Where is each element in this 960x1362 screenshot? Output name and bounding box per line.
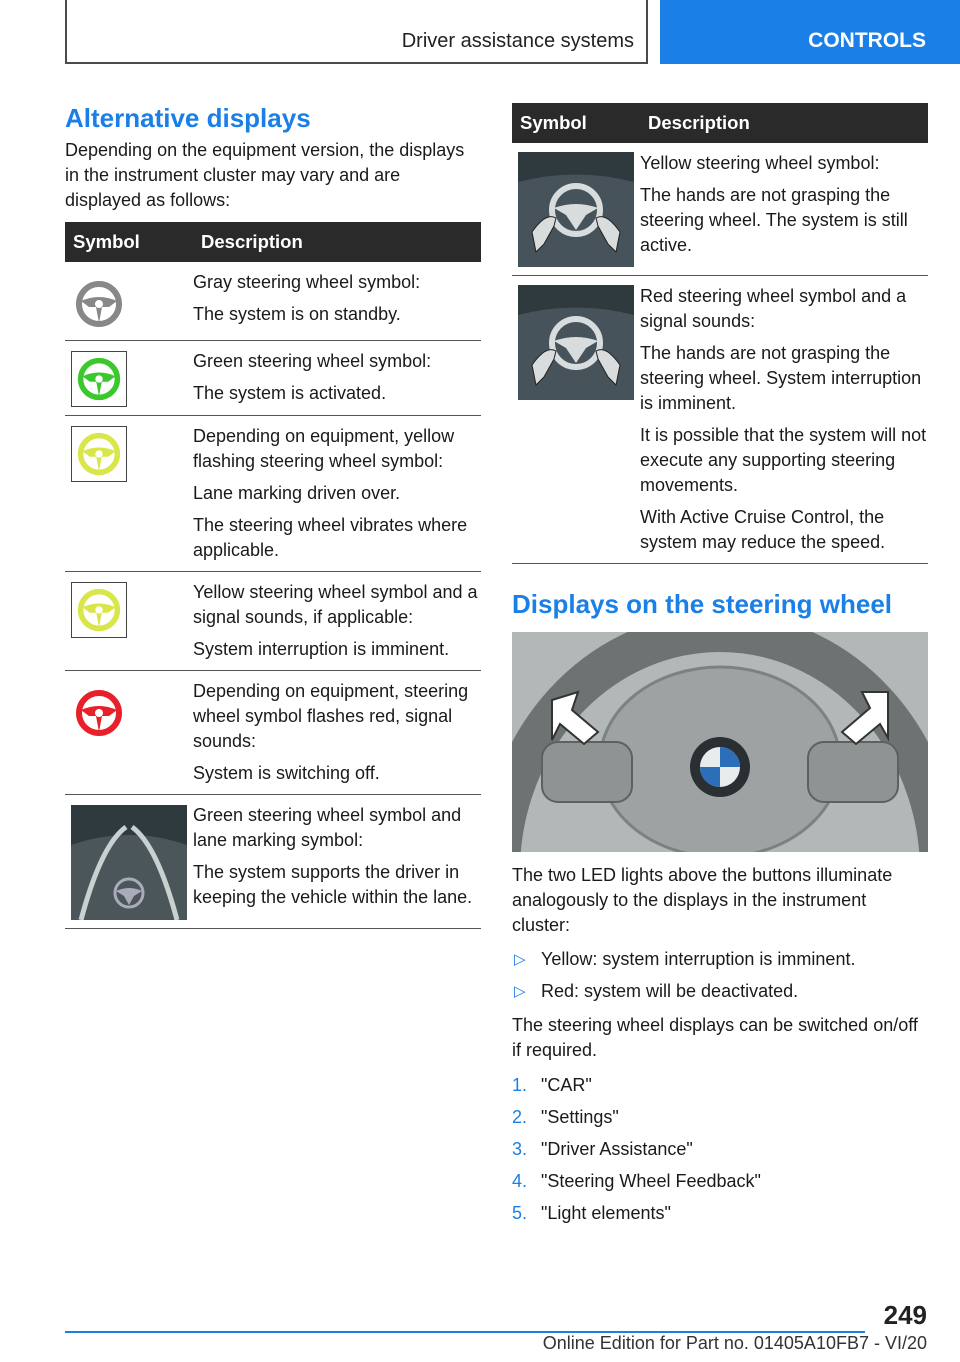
row-line: Gray steering wheel symbol: bbox=[193, 272, 421, 292]
row-line: Lane marking driven over. bbox=[193, 483, 401, 503]
gray-steering-wheel-icon bbox=[71, 276, 127, 332]
table-row bbox=[65, 341, 481, 416]
bullet-triangle-icon: ▷ bbox=[514, 983, 526, 1000]
alternative-displays-table bbox=[65, 222, 481, 929]
row-line: The hands are not grasping the steering wheel. The system is still active. bbox=[640, 185, 908, 255]
row-line: Green steering wheel symbol and lane marking symbol: bbox=[193, 805, 462, 850]
row-line: The hands are not grasping the steering wheel. System interruption is imminent. bbox=[640, 343, 922, 413]
table-row bbox=[65, 671, 481, 795]
row-line: Depending on equipment, steering wheel symbol flashes red, signal sounds: bbox=[193, 681, 469, 751]
row-line: With Active Cruise Control, the system may reduce the speed. bbox=[640, 507, 886, 552]
row-line: Green steering wheel symbol: bbox=[193, 351, 432, 371]
bullet-triangle-icon: ▷ bbox=[514, 951, 526, 968]
row-line: The steering wheel vibrates where applicable. bbox=[193, 515, 468, 560]
chapter-tab[interactable] bbox=[660, 0, 960, 64]
hands-off-red-wheel-icon bbox=[518, 285, 634, 400]
table-row bbox=[512, 276, 928, 564]
edition-note: Online Edition for Part no. 01405A10FB7 - VI/20 bbox=[542, 1333, 927, 1353]
list-item: ▷ Yellow: system interruption is imminent. bbox=[512, 947, 928, 972]
row-line: Yellow steering wheel symbol and a signal sounds, if applicable: bbox=[193, 582, 478, 627]
settings-steps bbox=[512, 1073, 928, 1226]
row-line: System is switching off. bbox=[193, 763, 380, 783]
left-column bbox=[65, 100, 481, 929]
lane-marking-steering-wheel-icon bbox=[71, 805, 187, 920]
right-column bbox=[512, 103, 928, 1233]
list-item: 2. "Settings" bbox=[512, 1107, 619, 1127]
table-row bbox=[65, 572, 481, 671]
list-item: ▷ Red: system will be deactivated. bbox=[512, 979, 928, 1004]
table-row bbox=[512, 143, 928, 276]
intro-paragraph: Depending on the equipment version, the displays in the instrument cluster may vary and are displayed as follows: bbox=[65, 140, 465, 210]
yellow-steering-wheel-icon bbox=[71, 426, 127, 482]
page-number: 249 bbox=[883, 1300, 927, 1330]
section-title: Driver assistance systems bbox=[401, 30, 634, 52]
row-line: The system supports the driver in keeping the vehicle within the lane. bbox=[193, 862, 473, 907]
table-row bbox=[65, 262, 481, 341]
chapter-title: CONTROLS bbox=[808, 29, 926, 52]
green-steering-wheel-icon bbox=[71, 351, 127, 407]
switch-paragraph: The steering wheel displays can be switched on/off if required. bbox=[512, 1015, 918, 1060]
list-item: 4. "Steering Wheel Feedback" bbox=[512, 1171, 761, 1191]
symbol-column-header: Symbol bbox=[512, 103, 640, 143]
yellow-steering-wheel-icon bbox=[71, 582, 127, 638]
steering-wheel-displays-heading: Displays on the steering wheel bbox=[512, 589, 892, 619]
table-header-row bbox=[512, 103, 928, 143]
alternative-displays-heading: Alternative displays bbox=[65, 103, 311, 133]
row-line: The system is activated. bbox=[193, 383, 387, 403]
row-line: Yellow steering wheel symbol: bbox=[640, 153, 880, 173]
description-column-header: Description bbox=[193, 222, 481, 262]
row-line: It is possible that the system will not execute any supporting steering movements. bbox=[640, 425, 927, 495]
row-line: The system is on standby. bbox=[193, 304, 401, 324]
hands-off-table bbox=[512, 103, 928, 564]
description-column-header: Description bbox=[640, 103, 928, 143]
list-item: 5. "Light elements" bbox=[512, 1203, 671, 1223]
header-section-box bbox=[65, 0, 648, 64]
hands-off-yellow-wheel-icon bbox=[518, 152, 634, 267]
steering-wheel-led-photo bbox=[512, 632, 928, 852]
list-item: 1. "CAR" bbox=[512, 1075, 592, 1095]
list-item: 3. "Driver Assistance" bbox=[512, 1139, 693, 1159]
row-line: System interruption is imminent. bbox=[193, 639, 450, 659]
table-row bbox=[65, 795, 481, 929]
led-paragraph: The two LED lights above the buttons illuminate analogously to the displays in the instrument cluster: bbox=[512, 865, 893, 935]
table-header-row bbox=[65, 222, 481, 262]
red-steering-wheel-icon bbox=[71, 685, 127, 741]
row-line: Depending on equipment, yellow flashing steering wheel symbol: bbox=[193, 426, 455, 471]
row-line: Red steering wheel symbol and a signal sounds: bbox=[640, 286, 907, 331]
table-row bbox=[65, 416, 481, 572]
led-bullets bbox=[512, 947, 928, 1004]
symbol-column-header: Symbol bbox=[65, 222, 193, 262]
